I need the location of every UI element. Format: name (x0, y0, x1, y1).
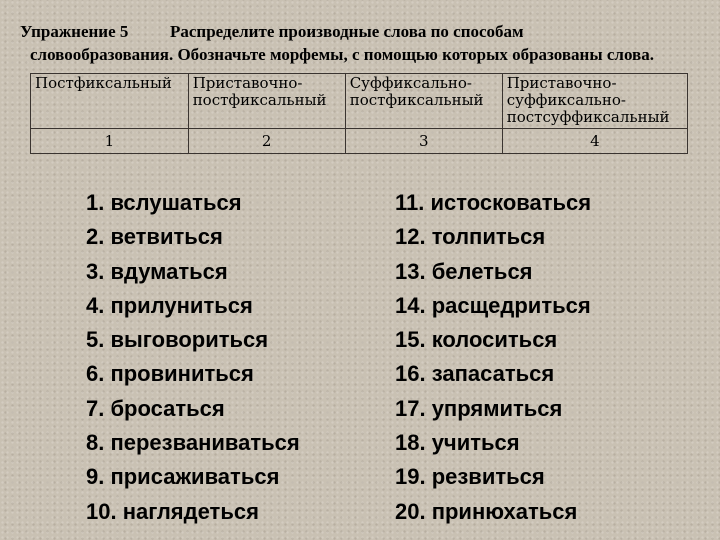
list-item: 3. вдуматься (86, 258, 228, 284)
word-list-right (395, 186, 591, 529)
column-number-1: 1 (31, 129, 189, 154)
header-cell-4 (502, 74, 687, 129)
header-cell-1 (31, 74, 189, 129)
column-number-4: 4 (502, 129, 687, 154)
column-number-3: 3 (345, 129, 502, 154)
list-item: 5. выговориться (86, 327, 269, 353)
exercise-title: Упражнение 5 (20, 22, 129, 41)
word-formation-methods-table (30, 73, 688, 154)
list-item: 2. ветвиться (86, 224, 223, 250)
header-cell-2 (188, 74, 345, 129)
list-item: 12. толпиться (395, 224, 546, 250)
header-cell-2-line-2: постфиксальный (192, 91, 327, 109)
header-cell-4-line-3: постсуффиксальный (506, 108, 670, 126)
list-item: 17. упрямиться (395, 395, 563, 421)
list-item: 7. бросаться (86, 395, 225, 421)
list-item: 6. провиниться (86, 361, 254, 387)
header-cell-2-line-1: Приставочно- (192, 74, 303, 92)
list-item: 15. колоситься (395, 327, 558, 353)
header-cell-3 (345, 74, 502, 129)
header-cell-3-line-1: Суффиксально- (349, 74, 472, 92)
list-item: 1. вслушаться (86, 190, 242, 215)
exercise-heading (20, 20, 710, 66)
list-item: 16. запасаться (395, 361, 555, 387)
column-number-2: 2 (188, 129, 345, 154)
heading-line-1 (20, 20, 710, 43)
list-item: 9. присаживаться (86, 464, 280, 490)
table-header-row (31, 74, 688, 129)
list-item: 19. резвиться (395, 464, 545, 490)
list-item: 8. перезваниваться (86, 430, 300, 456)
list-item: 14. расщедриться (395, 292, 591, 318)
header-cell-4-line-2: суффиксально- (506, 91, 626, 109)
word-list-left (86, 186, 300, 529)
header-cell-1-line-1: Постфиксальный (35, 74, 172, 92)
task-text-line-1: Распределите производные слова по способам (170, 22, 524, 41)
list-item: 4. прилуниться (86, 292, 253, 318)
list-item: 18. учиться (395, 430, 520, 456)
list-item: 20. принюхаться (395, 498, 578, 524)
task-text-line-2: словообразования. Обозначьте морфемы, с помощью которых образованы слова. (30, 45, 654, 64)
list-item: 13. белеться (395, 258, 533, 284)
list-item: 11. истосковаться (395, 190, 592, 215)
header-cell-4-line-1: Приставочно- (506, 74, 617, 92)
list-item: 10. наглядеться (86, 498, 259, 524)
header-cell-3-line-2: постфиксальный (349, 91, 484, 109)
table-number-row (31, 129, 688, 154)
